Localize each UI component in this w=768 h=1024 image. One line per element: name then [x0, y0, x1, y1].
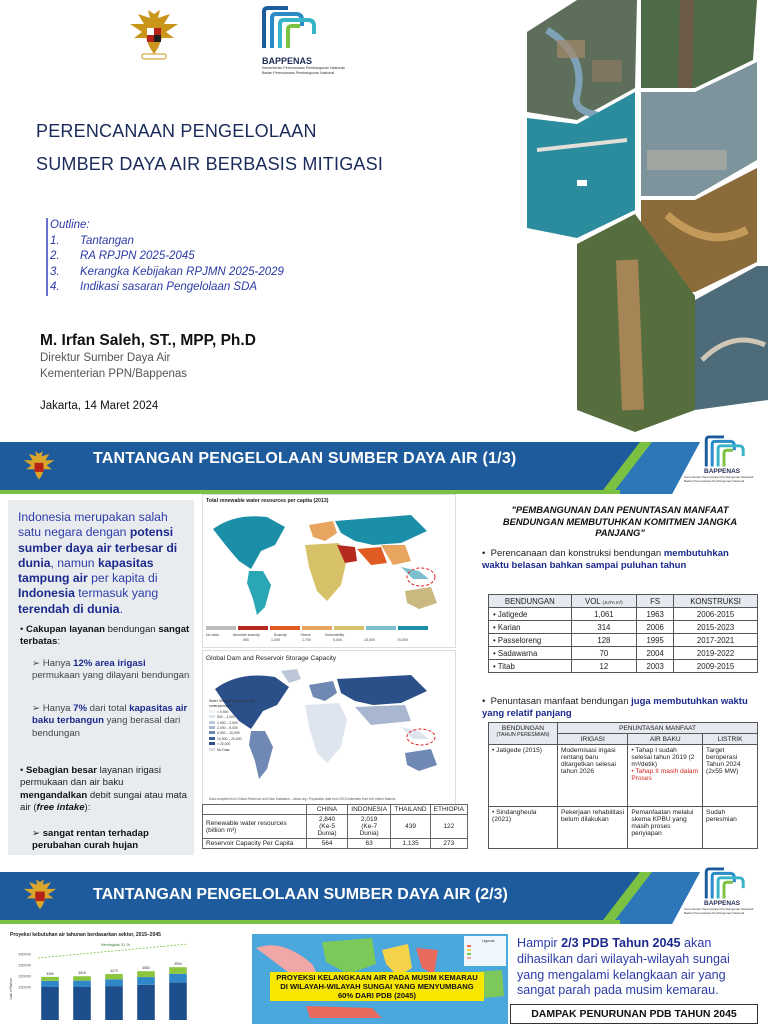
table-cell: Target beroperasi Tahun 2024 (2x55 MW) [703, 745, 758, 807]
bullet-dot-icon: • [482, 548, 491, 559]
legend-tick: 1,000 [271, 638, 280, 642]
table-header: AIR BAKU [628, 734, 703, 745]
outline-item [50, 249, 350, 265]
photo-collage [517, 0, 768, 432]
table-header-row [489, 595, 758, 608]
table-cell: 12 [571, 660, 637, 673]
legend-swatch [209, 721, 215, 724]
legend-swatch-vulnerability [334, 626, 364, 630]
legend-swatch-scarcity [270, 626, 300, 630]
table-cell: Sudah peresmian [703, 807, 758, 849]
table-cell: • Passeloreng [489, 634, 572, 647]
table-cell: Renewable water resources (billion m³) [203, 815, 307, 839]
table-cell: 63 [347, 839, 391, 849]
bappenas-subtitle-line1: Kementerian Perencanaan Pembangunan Nasional/ [684, 475, 754, 479]
bappenas-subtitle-line2: Badan Perencanaan Pembangunan Nasional [684, 478, 745, 483]
table-header: KONSTRUKSI [674, 595, 758, 608]
outline-item-label: RA RPJPN 2025-2045 [80, 250, 195, 262]
legend-swatch [209, 726, 215, 729]
bar-segment [41, 977, 59, 981]
bar-segment [169, 967, 187, 974]
table-cell: • Sadawarna [489, 647, 572, 660]
table-cell: 1,061 [571, 608, 637, 621]
water-resources-table [202, 804, 468, 849]
intro-text: Indonesia merupakan salah satu negara dengan [18, 510, 168, 540]
outline-item-number: 2. [50, 250, 60, 262]
bullet-emphasis: free intake [36, 802, 85, 814]
table-cell: 70 [571, 647, 637, 660]
bullet-emphasis: Sebagian besar [26, 765, 97, 776]
table-cell [347, 815, 391, 839]
challenges-slide-2 [0, 864, 768, 1024]
bullet-text: layanan irigasi permukaan dan air baku [20, 765, 161, 789]
table-cell: 2004 [637, 647, 674, 660]
dam-benefit-table [488, 722, 758, 849]
bar-total-label: 3619 [78, 971, 86, 976]
sub-bullet-text: yang berasal dari bendungan [32, 715, 181, 739]
map-legend-title: Legenda [482, 939, 495, 943]
world-map-scarcity [205, 507, 451, 623]
legend-label: No Data [217, 747, 230, 752]
chart-title: Proyeksi kebutuhan air tahunan berdasarkan sektor, 2015–2045 [10, 932, 161, 938]
map-caption: PROYEKSI KELANGKAAN AIR PADA MUSIM KEMARAU DI WILAYAH-WILAYAH SUNGAI YANG MENYUMBANG 60% DARI PDB (2045) [270, 972, 484, 1001]
intro-text: per kapita di [87, 571, 158, 586]
table-cell: 439 [391, 815, 430, 839]
legend-label: 10,000 – 20,000 [217, 736, 242, 741]
header-label: VOL [585, 596, 601, 606]
table-cell: 122 [430, 815, 467, 839]
intro-text: , namun [50, 555, 98, 570]
bappenas-subtitle [684, 908, 764, 915]
y-tick-label: 150000 [18, 985, 31, 990]
bar-segment [105, 974, 123, 979]
outline-list [46, 218, 350, 296]
table-cell: Reservoir Capacity Per Capita [203, 839, 307, 849]
bar-segment [105, 979, 123, 986]
presentation-date: Jakarta, 14 Maret 2024 [40, 400, 159, 412]
bappenas-subtitle-line2: Badan Perencanaan Pembangunan Nasional [262, 70, 335, 75]
sub-bullet-emphasis: kapasitas air baku terbangun [32, 703, 188, 727]
bappenas-subtitle-line1: Kementerian Perencanaan Pembangunan Nasional/ [684, 907, 754, 911]
bappenas-subtitle [684, 476, 764, 483]
table-header-row [203, 805, 468, 815]
map-legend [206, 626, 428, 630]
table-cell: 2009-2015 [674, 660, 758, 673]
table-header: IRIGASI [558, 734, 628, 745]
paragraph-emphasis: 2/3 PDB Tahun 2045 [561, 936, 681, 950]
sub-bullet-irrigation [32, 658, 192, 683]
outline-item-number: 1. [50, 234, 60, 247]
sub-bullet-text: Hanya [42, 658, 74, 669]
map-title: Total renewable water resources per capita (2013) [206, 498, 329, 504]
map-water-resources-per-capita [202, 494, 456, 648]
challenges-slide-1 [0, 432, 768, 864]
table-header: LISTRIK [703, 734, 758, 745]
outline-item-number: 4. [50, 281, 60, 293]
bullet-text: bendungan [104, 624, 159, 635]
cell-value: 2,019 [361, 816, 378, 823]
bappenas-logo-icon [700, 866, 748, 900]
cell-note: (Ke-7 Dunia) [359, 823, 379, 837]
sub-bullet-emphasis: 12% area irigasi [73, 658, 146, 669]
sub-bullet-emphasis: sangat rentan terhadap perubahan curah hujan [32, 828, 149, 852]
legend-tick: 1,700 [302, 638, 311, 642]
table-row [203, 839, 468, 849]
paragraph-text: akan dihasilkan dari wilayah-wilayah sungai yang mengalami kelangkaan air yang sangat parah pada musim kemarau. [517, 936, 730, 998]
table-cell: 2017-2021 [674, 634, 758, 647]
outline-item-number: 3. [50, 265, 60, 278]
y-axis-label: Juta m³/tahun [9, 978, 13, 1000]
table-header-row [489, 723, 758, 734]
table-row [489, 745, 758, 807]
sub-bullet-text: Hanya [42, 703, 74, 714]
bar-segment [73, 976, 91, 980]
bullet-dot-icon: • [20, 765, 27, 776]
bar-segment [137, 971, 155, 977]
table-cell: • Titab [489, 660, 572, 673]
slide-title-line1: PERENCANAAN PENGELOLAAN [36, 121, 317, 141]
table-cell [307, 815, 348, 839]
table-header: FS [637, 595, 674, 608]
header-unit: (JUTA m³) [602, 599, 623, 605]
table-cell: 2006 [637, 621, 674, 634]
table-cell: 1963 [637, 608, 674, 621]
arrow-bullet-icon: ➢ [32, 828, 43, 839]
legend-title: Water Storage Capacity (cubic meters/person) [209, 699, 255, 709]
legend-swatch [209, 710, 215, 713]
legend-tick: 5,000 [333, 638, 342, 642]
legend-label: Stress [300, 633, 311, 637]
table-header: INDONESIA [347, 805, 391, 815]
legend-swatch [209, 742, 215, 745]
bappenas-wordmark: BAPPENAS [704, 900, 741, 907]
bullet-emphasis: mengandalkan [20, 789, 88, 801]
intro-emphasis: kapasitas tampung air [18, 555, 154, 586]
bappenas-subtitle-line2: Badan Perencanaan Pembangunan Nasional [684, 910, 745, 915]
bullet-text: Perencanaan dan konstruksi bendungan [490, 548, 664, 559]
bar-total-label: 4994 [174, 962, 182, 967]
legend-label: 500 – 1,000 [217, 715, 235, 720]
legend-label: Vulnerability [324, 633, 345, 637]
header-label: BENDUNGAN [501, 724, 545, 732]
sub-bullet-vulnerable [32, 828, 192, 853]
legend-label: 2,000 – 5,000 [217, 726, 238, 731]
bullet-free-intake [20, 765, 192, 815]
legend-swatch [209, 715, 215, 718]
intro-emphasis: terendah di dunia [18, 601, 120, 616]
table-cell: Pemanfaatan melalui skema KPBU yang masih proses penyiapan [628, 807, 703, 849]
presenter-position: Direktur Sumber Daya Air [40, 352, 171, 364]
table-row [489, 647, 758, 660]
slide-title-line2: SUMBER DAYA AIR BERBASIS MITIGASI [36, 154, 384, 174]
table-cell: 314 [571, 621, 637, 634]
table-cell: 2006-2015 [674, 608, 758, 621]
chart-plot [8, 940, 200, 1024]
table-row [489, 608, 758, 621]
legend-swatch-water-1 [366, 626, 396, 630]
bullet-dot-icon: • [20, 624, 27, 635]
bar-total-label: 4583 [142, 966, 150, 971]
table-header: BENDUNGAN [489, 595, 572, 608]
quote-heading: "PEMBANGUNAN DAN PENUNTASAN MANFAAT BENDUNGAN MEMBUTUHKAN KOMITMEN JANGKA PANJANG" [502, 504, 738, 538]
sub-bullet-emphasis: 7% [73, 703, 87, 714]
table-header: ETHIOPIA [430, 805, 467, 815]
table-cell: 1995 [637, 634, 674, 647]
garuda-emblem-icon [128, 8, 180, 64]
y-tick-label: 250000 [18, 963, 31, 968]
garuda-emblem-icon [22, 878, 58, 916]
bar-total-label: 4270 [110, 969, 118, 974]
arrow-bullet-icon: ➢ [32, 703, 43, 714]
legend-tick: 15,000 [364, 638, 375, 642]
legend-label: Absolute scarcity [232, 633, 260, 637]
table-row [489, 634, 758, 647]
bar-segment [169, 974, 187, 983]
slide-title: TANTANGAN PENGELOLAAN SUMBER DAYA AIR (1/3) [93, 450, 517, 467]
table-row [489, 807, 758, 849]
header-sublabel: (TAHUN PERESMIAN) [496, 731, 550, 738]
map-legend-ticks [243, 638, 408, 642]
legend-tick: 70,000 [397, 638, 408, 642]
table-header [203, 805, 307, 815]
outline-heading: Outline: [50, 219, 90, 231]
title-slide [0, 0, 768, 432]
garuda-emblem-icon [22, 450, 56, 486]
intro-text: . [119, 601, 123, 616]
outline-item-label: Kerangka Kebijakan RPJMN 2025-2029 [80, 265, 284, 278]
bullet-coverage [20, 624, 190, 649]
cell-line: • Tahap II masih dalam Proses [631, 767, 699, 782]
legend-swatch [209, 737, 215, 740]
slide-title: TANTANGAN PENGELOLAAN SUMBER DAYA AIR (2/3) [93, 886, 508, 903]
bullet-text: Penuntasan manfaat bendungan [490, 696, 632, 707]
bullet-construction-time [482, 548, 758, 573]
map-title: Global Dam and Reservoir Storage Capacity [206, 655, 337, 662]
legend-label: No data [206, 633, 219, 637]
gdp-paragraph [517, 936, 757, 999]
cell-note: (Ke-5 Dunia) [317, 823, 337, 837]
presenter-institution: Kementerian PPN/Bappenas [40, 368, 188, 380]
outline-item [50, 234, 350, 250]
bullet-emphasis: sangat terbatas [20, 624, 190, 648]
bar-segment [105, 986, 123, 1020]
bar-segment [73, 981, 91, 987]
paragraph-text: Hampir [517, 936, 562, 950]
bar-total-label: 3459 [46, 971, 54, 976]
cell-value: 2,840 [318, 816, 336, 823]
table-cell: 2019-2022 [674, 647, 758, 660]
legend-label: < 0,500 [217, 709, 229, 714]
table-cell: Modernisasi irigasi rentang baru ditargetkan selesai tahun 2026 [558, 745, 628, 807]
sub-bullet-raw-water [32, 703, 192, 740]
legend-swatch-water-2 [398, 626, 428, 630]
table-row [203, 815, 468, 839]
table-header: PENUNTASAN MANFAAT [558, 723, 758, 734]
bar-segment [137, 977, 155, 985]
chart-annotation: Meningkat 31 % [101, 942, 130, 947]
map-legend-labels [206, 633, 344, 637]
sub-bullet-text: permukaan yang dilayani bendungan [32, 670, 190, 682]
legend-swatch-absolute [238, 626, 268, 630]
intro-paragraph [18, 510, 192, 617]
legend-swatch-nodata [206, 626, 236, 630]
sub-bullet-text: dari total [87, 703, 130, 714]
bar-segment [169, 983, 187, 1020]
map-dam-storage-capacity [202, 650, 456, 810]
table-cell: • Jatigede (2015) [489, 745, 558, 807]
bullet-emphasis: membutuhkan waktu belasan bahkan sampai puluhan tahun [482, 548, 729, 572]
table-cell: 273 [430, 839, 467, 849]
water-demand-chart [8, 930, 200, 1024]
legend-label: > 20,000 [217, 742, 231, 747]
y-tick-label: 300000 [18, 952, 31, 957]
arrow-bullet-icon: ➢ [32, 658, 43, 669]
table-header [489, 723, 558, 745]
intro-emphasis: potensi sumber daya air terbesar di dunia [18, 525, 178, 570]
legend-item [209, 748, 255, 753]
table-cell: Pekerjaan rehabilitasi belum dilakukan [558, 807, 628, 849]
legend-swatch-stress [302, 626, 332, 630]
bullet-emphasis: Cakupan layanan [26, 624, 105, 635]
gdp-impact-heading: DAMPAK PENURUNAN PDB TAHUN 2045 [510, 1004, 758, 1024]
table-cell: • Sindangheula (2021) [489, 807, 558, 849]
legend-label: 1,000 – 2,000 [217, 720, 238, 725]
legend-label: Scarcity [273, 633, 287, 637]
bullet-text: debit sungai atau mata air ( [20, 789, 187, 814]
bullet-dot-icon: • [482, 696, 491, 707]
table-header [571, 595, 637, 608]
bullet-emphasis: juga membutuhkan waktu yang relatif panjang [482, 696, 748, 720]
y-tick-label: 200000 [18, 974, 31, 979]
table-cell: 2015-2023 [674, 621, 758, 634]
outline-item [50, 280, 350, 296]
bappenas-logo-icon [700, 434, 748, 468]
cell-line: • Tahap I sudah selesai tahun 2019 (2 m³/detik) [631, 746, 695, 768]
intro-text: termasuk yang [74, 586, 159, 601]
table-cell: • Jatigede [489, 608, 572, 621]
table-row [489, 660, 758, 673]
bullet-benefit-time [482, 696, 758, 721]
table-header: CHINA [307, 805, 348, 815]
outline-item-label: Indikasi sasaran Pengelolaan SDA [80, 281, 258, 293]
table-cell: • Karian [489, 621, 572, 634]
table-row [489, 621, 758, 634]
legend-swatch [209, 731, 215, 734]
legend-tick: 500 [243, 638, 249, 642]
bappenas-wordmark: BAPPENAS [704, 468, 741, 475]
bappenas-subtitle-line1: Kementerian Perencanaan Pembangunan Nasional/ [262, 66, 346, 70]
table-cell: 128 [571, 634, 637, 647]
table-cell: 2003 [637, 660, 674, 673]
table-cell: 1,135 [391, 839, 430, 849]
intro-emphasis: Indonesia [18, 586, 75, 601]
bar-segment [137, 985, 155, 1020]
table-header: THAILAND [391, 805, 430, 815]
bullet-text: ): [84, 802, 91, 814]
dam-timeline-table [488, 594, 758, 673]
bappenas-logo-icon [258, 4, 318, 50]
presenter-name: M. Irfan Saleh, ST., MPP, Ph.D [40, 332, 256, 349]
table-cell [628, 745, 703, 807]
outline-item-label: Tantangan [80, 234, 134, 247]
bappenas-subtitle [262, 66, 382, 75]
bar-segment [41, 987, 59, 1020]
legend-swatch [209, 748, 215, 751]
map-source: Data compiled from Global Reservoir and Dam Database – dams.org / Population data from 2013 estimates from the United Nations [209, 797, 396, 801]
bar-segment [73, 987, 91, 1020]
bullet-text: : [57, 636, 60, 648]
bar-segment [41, 981, 59, 987]
outline-item [50, 265, 350, 281]
table-cell: 564 [307, 839, 348, 849]
storage-legend [209, 699, 255, 753]
bappenas-wordmark: BAPPENAS [262, 56, 313, 66]
legend-label: 5,000 – 10,000 [217, 731, 240, 736]
